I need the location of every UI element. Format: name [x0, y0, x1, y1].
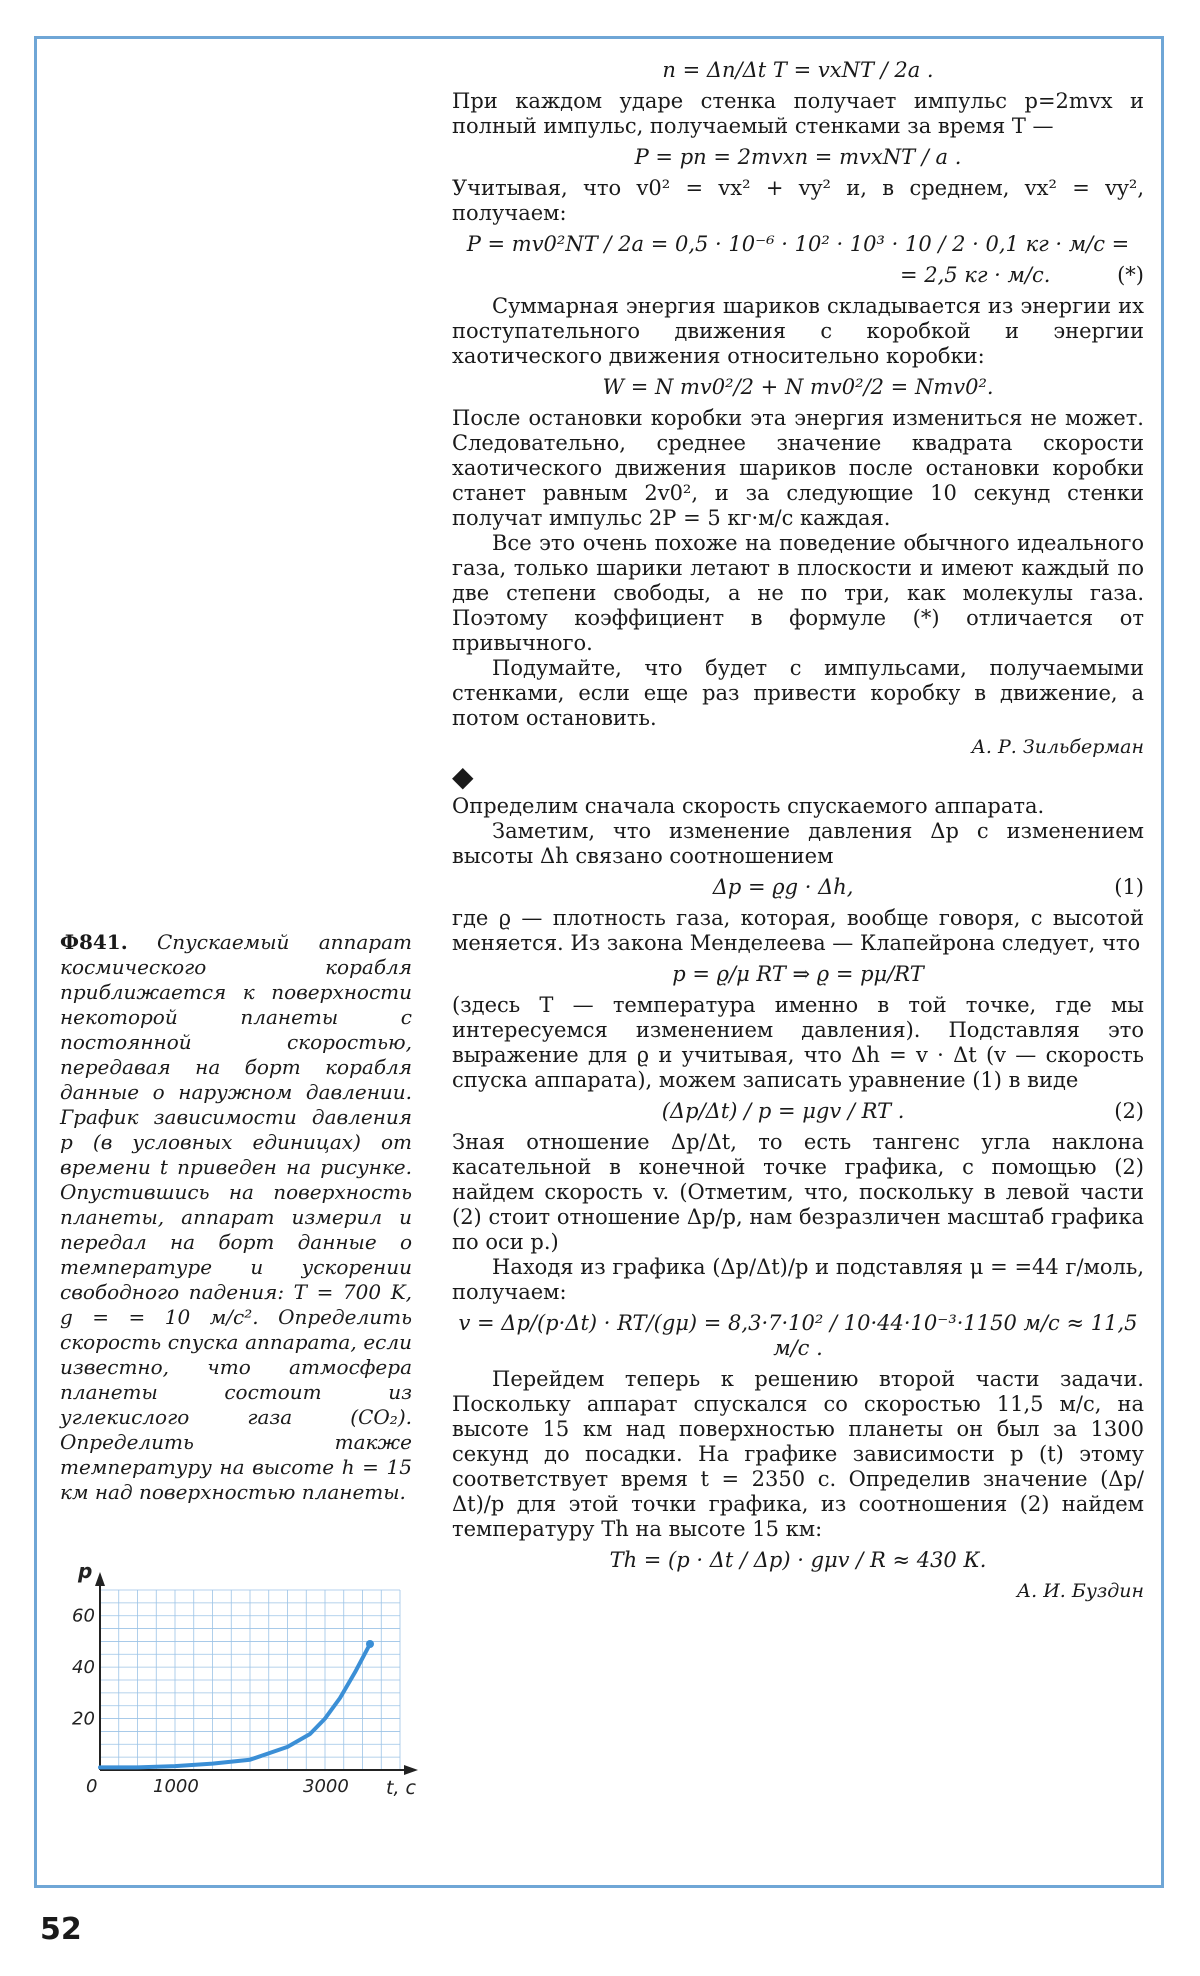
paragraph-think: Подумайте, что будет с импульсами, получаемыми стенками, если еще раз привести коробку в движение, а потом остановить. [452, 656, 1144, 730]
problem-label: Ф841. [60, 930, 128, 954]
diamond-separator: ◆ [452, 760, 474, 793]
x-axis-label: t, с [386, 1777, 416, 1799]
formula-T: Th = (p · Δt / Δp) · gμv / R ≈ 430 К. [609, 1548, 987, 1572]
paragraph-energy: Суммарная энергия шариков складывается из энергии их поступательного движения с коробкой и энергии хаотического движения относительно коробки: [452, 294, 1144, 368]
paragraph-impulse: При каждом ударе стенка получает импульс p=2mvx и полный импульс, получаемый стенками за время T — [452, 89, 1144, 138]
formula-v: v = Δp/(p·Δt) · RT/(gμ) = 8,3·7·10² / 10·44·10⁻³·1150 м/с ≈ 11,5 м/с . [458, 1311, 1138, 1360]
formula-1 [452, 875, 1144, 900]
paragraph-ratio: Зная отношение Δp/Δt, то есть тангенс угла наклона касательной в конечной точке графика, с помощью (2) найдем скорость v. (Отметим, что, поскольку в левой части (2) стоит отношение Δp/p, нам безразличен масштаб графика по оси p.) [452, 1130, 1144, 1254]
formula-mendeleev: p = ϱ/μ RT ⇒ ϱ = pμ/RT [672, 962, 924, 986]
formula-P-numeric: P = mv0²NT / 2a = 0,5 · 10⁻⁶ · 10² · 10³ · 10 / 2 · 0,1 кг · м/с = [466, 232, 1130, 256]
paragraph-define-speed: Определим сначала скорость спускаемого аппарата. [452, 794, 1045, 818]
formula-W: W = N mv0²/2 + N mv0²/2 = Nmv0². [602, 375, 994, 399]
author-signature-2: А. И. Буздин [1016, 1580, 1144, 1602]
formula-P: P = pn = 2mvxn = mvxNT / a . [634, 145, 962, 169]
paragraph-after-stop: После остановки коробки эта энергия измениться не может. Следовательно, среднее значение квадрата скорости хаотического движения шариков после остановки коробки станет равным 2v0², и за следующие 10 секунд стенки получат импульс 2P = 5 кг·м/с каждая. [452, 406, 1144, 530]
paragraph-pressure-change: Заметим, что изменение давления Δp с изменением высоты Δh связано соотношением [452, 819, 1144, 868]
formula-tag-star: (*) [1117, 263, 1144, 287]
formula-n-T: n = Δn/Δt T = vxNT / 2a . [662, 58, 934, 82]
paragraph-considering: Учитывая, что v0² = vx² + vy² и, в среднем, vx² = vy², получаем: [452, 176, 1144, 225]
problem-statement [60, 930, 412, 1505]
formula-1-tag: (1) [1114, 875, 1144, 899]
formula-P-result [452, 263, 1144, 288]
y-axis-arrow [95, 1572, 105, 1586]
formula-2-tag: (2) [1114, 1099, 1144, 1123]
pressure-graph [60, 1560, 430, 1830]
paragraph-second-part: Перейдем теперь к решению второй части задачи. Поскольку аппарат спускался со скоростью 11,5 м/с, на высоте 15 км над поверхностью планеты он был за 1300 секунд до посадки. На графике зависимости p (t) этому соответствует время t = 2350 с. Определив значение (Δp/Δt)/p для этой точки графика, из соотношения (2) найдем температуру Th на высоте 15 км: [452, 1367, 1144, 1541]
y-tick-label: 20 [72, 1708, 95, 1730]
formula-P-result-value: = 2,5 кг · м/с. [899, 263, 1051, 287]
paragraph-density: где ϱ — плотность газа, которая, вообще говоря, с высотой меняется. Из закона Менделеева — Клапейрона следует, что [452, 906, 1144, 955]
formula-1-body: Δp = ϱg · Δh, [712, 875, 854, 899]
formula-2-body: (Δp/Δt) / p = μgv / RT . [661, 1099, 905, 1123]
author-signature-1: А. Р. Зильберман [971, 736, 1144, 758]
problem-text: Спускаемый аппарат космического корабля приближается к поверхности некоторой планеты с постоянной скоростью, передавая на борт корабля данные о наружном давлении. График зависимости давления p (в условных единицах) от времени t приведен на рисунке. Опустившись на поверхность планеты, аппарат измерил и передал на борт данные о температуре и ускорении свободного падения: T = 700 K, g = = 10 м/с². Определить скорость спуска аппарата, если известно, что атмосфера планеты состоит из углекислого газа (CO₂). Определить также температуру на высоте h = 15 км над поверхностью планеты. [60, 930, 412, 1504]
x-tick-label: 3000 [303, 1776, 349, 1797]
paragraph-from-graph: Находя из графика (Δp/Δt)/p и подставляя μ = =44 г/моль, получаем: [452, 1255, 1144, 1304]
x-axis-arrow [404, 1765, 418, 1775]
x-tick-label: 0 [86, 1776, 98, 1797]
formula-2 [452, 1099, 1144, 1124]
y-tick-label: 60 [72, 1605, 95, 1627]
curve-end-point [366, 1640, 374, 1648]
x-tick-label: 1000 [153, 1776, 199, 1797]
y-tick-label: 40 [72, 1657, 95, 1679]
pressure-chart-svg [60, 1560, 430, 1830]
main-column [452, 52, 1144, 1606]
paragraph-ideal-gas: Все это очень похоже на поведение обычного идеального газа, только шарики летают в плоскости и имеют каждый по две степени свободы, а не по три, как молекулы газа. Поэтому коэффициент в формуле (*) отличается от привычного. [452, 531, 1144, 655]
page-number: 52 [40, 1912, 82, 1947]
paragraph-temperature-here: (здесь T — температура именно в той точке, где мы интересуемся изменением давления). Подставляя это выражение для ϱ и учитывая, что Δh = v · Δt (v — скорость спуска аппарата), можем записать уравнение (1) в виде [452, 993, 1144, 1092]
y-axis-label: p [78, 1560, 93, 1583]
